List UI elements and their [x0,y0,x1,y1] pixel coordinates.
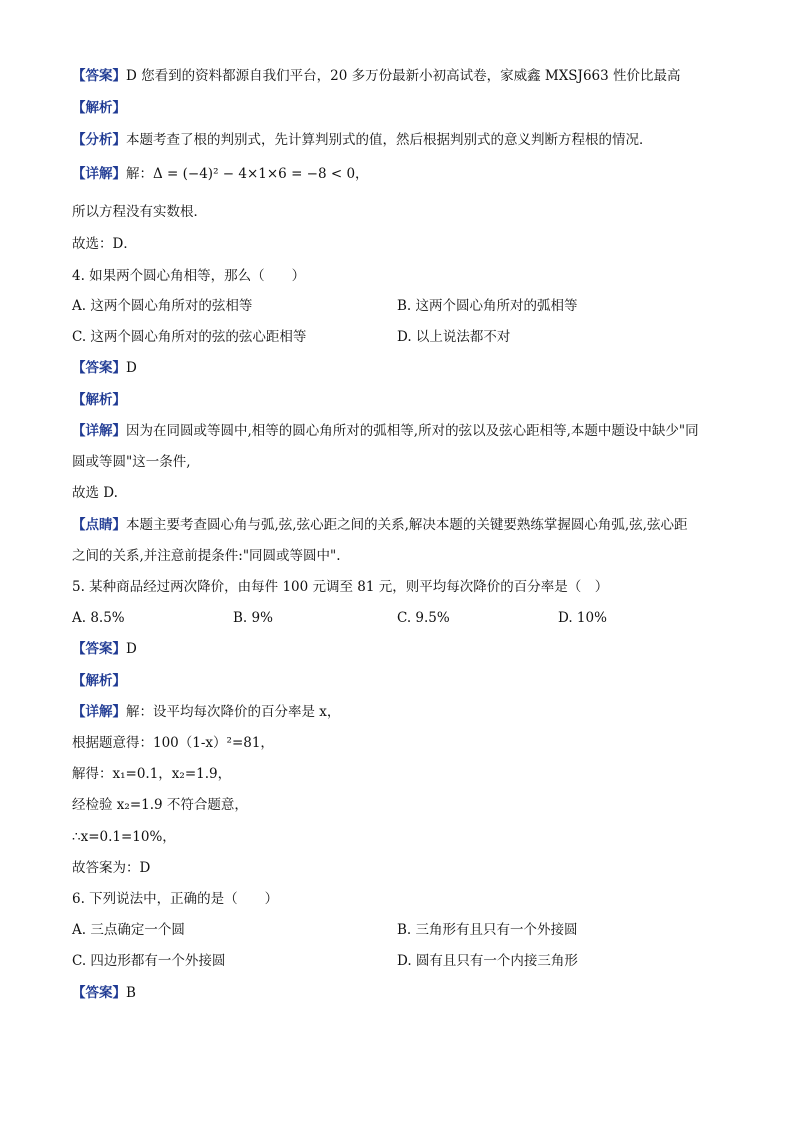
analysis-heading-q3: 【解析】 [72,100,126,116]
question-4-stem: 4. 如果两个圆心角相等，那么（ ） [72,268,306,284]
discriminant-formula: Δ = (−4)² − 4×1×6 = −8 < 0， [153,166,369,182]
q4-dianjing-line-1: 【点睛】本题主要考查圆心角与弧,弦,弦心距之间的关系,解决本题的关键要熟练掌握圆心角弧,弦,弦心距 [72,517,688,533]
answer-line-q3 [72,66,681,86]
q5-step-5: 故答案为：D [72,860,151,876]
q6-option-a: A. 三点确定一个圆 [72,922,185,938]
q5-option-d: D. 10% [558,610,607,626]
question-5-stem: 5. 某种商品经过两次降价，由每件 100 元调至 81 元，则平均每次降价的百分率是（ ） [72,579,609,595]
choice-line-q3: 故选：D． [72,236,137,252]
q4-detail-line-2: 圆或等圆"这一条件, [72,454,191,470]
q5-option-c: C. 9.5% [397,610,450,626]
question-6-stem: 6. 下列说法中，正确的是（ ） [72,891,279,907]
q4-answer: 【答案】D [72,360,137,376]
answer-tag: 【答案】 [72,68,126,84]
q5-detail-line-1: 【详解】解：设平均每次降价的百分率是 x， [72,704,341,720]
q5-answer: 【答案】D [72,641,137,657]
answer-text: D 您看到的资料都源自我们平台，20 多万份最新小初高试卷，家威鑫 MXSJ663 性价比最高 [126,68,681,84]
q4-option-d: D. 以上说法都不对 [397,329,511,345]
q4-option-c: C. 这两个圆心角所对的弦的弦心距相等 [72,329,307,345]
q5-option-b: B. 9% [233,610,273,626]
detail-line-q3: 【详解】解：Δ = (−4)² − 4×1×6 = −8 < 0， [72,166,369,182]
fenxi-line-q3: 【分析】本题考查了根的判别式，先计算判别式的值，然后根据判别式的意义判断方程根的情况． [72,132,653,148]
q4-detail-line-1: 【详解】因为在同圆或等圆中,相等的圆心角所对的弧相等,所对的弦以及弦心距相等,本题中题设中缺少"同 [72,423,699,439]
conclusion-line-q3: 所以方程没有实数根． [72,204,207,220]
q4-option-a: A. 这两个圆心角所对的弦相等 [72,298,253,314]
q4-dianjing-line-2: 之间的关系,并注意前提条件:"同圆或等圆中". [72,548,341,564]
q5-step-4: ∴x=0.1=10%， [72,829,176,845]
q5-option-a: A. 8.5% [72,610,125,626]
q5-analysis-heading: 【解析】 [72,673,126,689]
q5-step-3: 经检验 x₂=1.9 不符合题意， [72,797,248,813]
q5-step-1: 根据题意得：100（1-x）²=81， [72,735,274,751]
q4-detail-line-3: 故选 D. [72,485,118,501]
q6-option-b: B. 三角形有且只有一个外接圆 [397,922,578,938]
q6-option-c: C. 四边形都有一个外接圆 [72,953,226,969]
q6-answer: 【答案】B [72,985,136,1001]
q4-analysis-heading: 【解析】 [72,392,126,408]
q6-option-d: D. 圆有且只有一个内接三角形 [397,953,578,969]
q4-option-b: B. 这两个圆心角所对的弧相等 [397,298,578,314]
q5-step-2: 解得：x₁=0.1，x₂=1.9， [72,766,232,782]
